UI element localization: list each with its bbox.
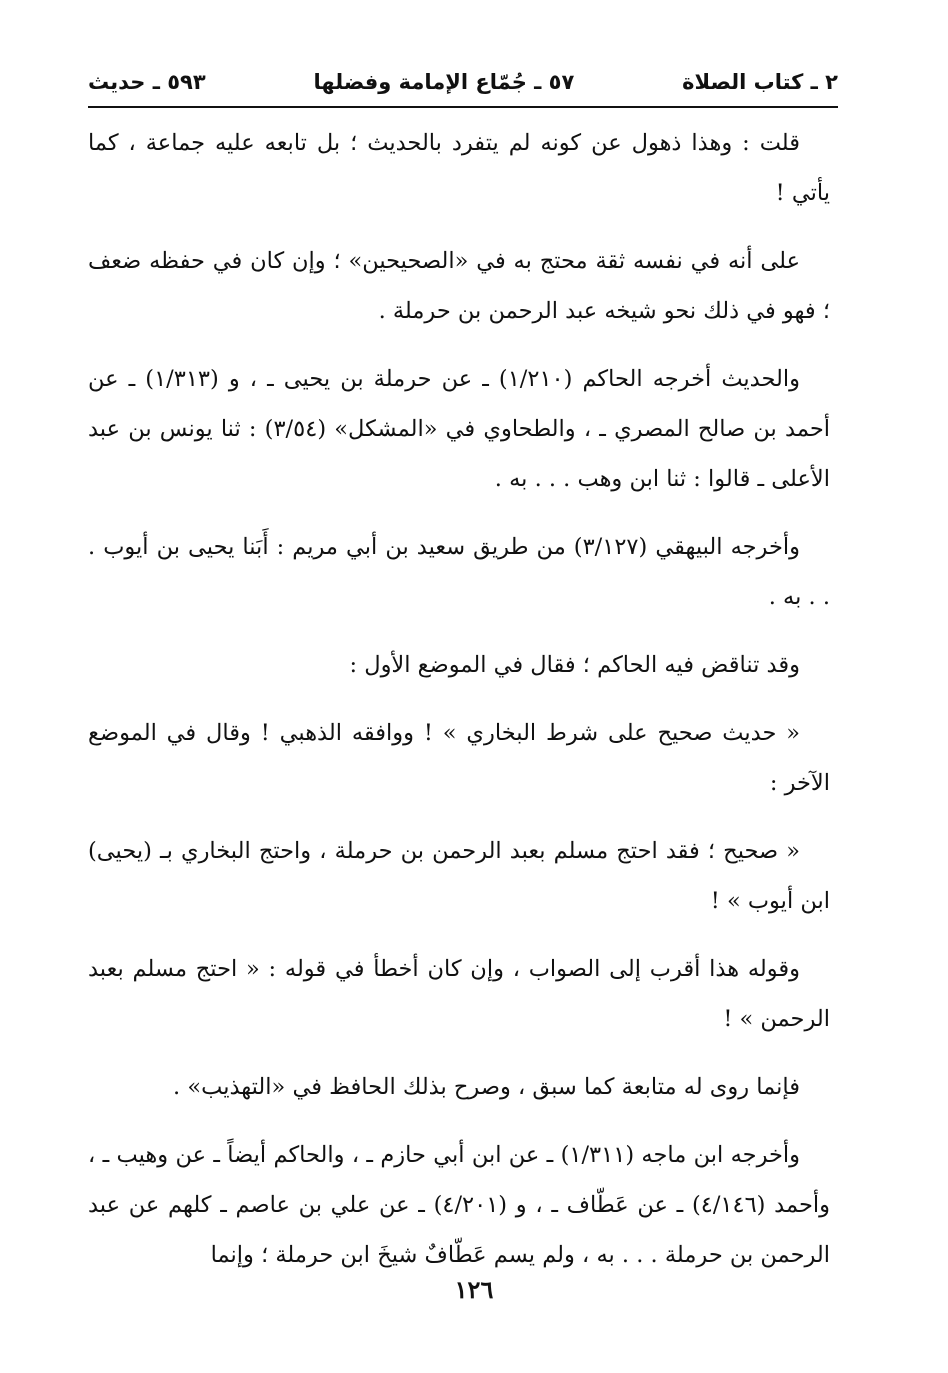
header-book-title: ٢ ـ كتاب الصلاة (682, 70, 838, 94)
body-text (88, 118, 830, 1298)
paragraph: فإنما روى له متابعة كما سبق ، وصرح بذلك الحافظ في «التهذيب» . (173, 1074, 800, 1100)
running-header (88, 58, 838, 108)
paragraph: والحديث أخرجه الحاكم (١/٢١٠) ـ عن حرملة بن يحيى ـ ، و (١/٣١٣) ـ عن أحمد بن صالح المصري ـ ، والطحاوي في «المشكل» (٣/٥٤) : ثنا يونس بن عبد الأعلى ـ قالوا : ثنا ابن وهب . . . به . (88, 366, 830, 492)
page-number: ١٢٦ (454, 1275, 494, 1304)
paragraph: وقد تناقض فيه الحاكم ؛ فقال في الموضع الأول : (349, 652, 800, 678)
paragraph: وأخرجه ابن ماجه (١/٣١١) ـ عن ابن أبي حازم ـ ، والحاكم أيضاً ـ عن وهيب ـ ، وأحمد (٤/١٤٦) ـ عن عَطّاف ـ ، و (٤/٢٠١) ـ عن علي بن عاصم ـ كلهم عن عبد الرحمن بن حرملة . . . به ، ولم يسم عَطّافٌ شيخَ ابن حرملة ؛ وإنما (88, 1142, 830, 1268)
header-hadith-number: ٥٩٣ ـ حديث (88, 70, 206, 94)
paragraph: « صحيح ؛ فقد احتج مسلم بعبد الرحمن بن حرملة ، واحتج البخاري بـ (يحيى) ابن أيوب » ! (88, 838, 830, 914)
paragraph: قلت : وهذا ذهول عن كونه لم يتفرد بالحديث ؛ بل تابعه عليه جماعة ، كما يأتي ! (88, 130, 830, 206)
paragraph: وقوله هذا أقرب إلى الصواب ، وإن كان أخطأ في قوله : « احتج مسلم بعبد الرحمن » ! (88, 956, 830, 1032)
paragraph: على أنه في نفسه ثقة محتج به في «الصحيحين» ؛ وإن كان في حفظه ضعف ؛ فهو في ذلك نحو شيخه عبد الرحمن بن حرملة . (88, 248, 830, 324)
header-chapter-title: ٥٧ ـ جُمّاع الإمامة وفضلها (313, 70, 575, 94)
paragraph: « حديث صحيح على شرط البخاري » ! ووافقه الذهبي ! وقال في الموضع الآخر : (88, 720, 830, 796)
paragraph: وأخرجه البيهقي (٣/١٢٧) من طريق سعيد بن أبي مريم : أَبَنا يحيى بن أيوب . . . به . (88, 534, 830, 610)
